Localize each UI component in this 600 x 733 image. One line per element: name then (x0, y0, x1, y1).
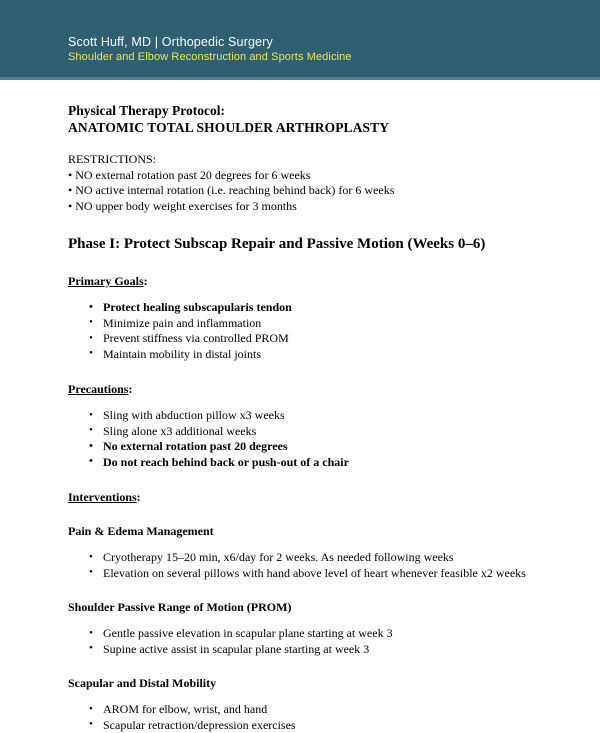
practice-focus-subtitle: Shoulder and Elbow Reconstruction and Sports Medicine (68, 50, 352, 65)
list-item (68, 439, 560, 455)
restrictions-section (68, 152, 560, 214)
precautions-heading-colon: : (128, 382, 132, 396)
primary-goals-list (68, 300, 560, 362)
list-item-text: Gentle passive elevation in scapular plane starting at week 3 (103, 626, 393, 640)
list-item-text: Prevent stiffness via controlled PROM (103, 331, 289, 345)
interventions-heading (68, 489, 560, 505)
primary-goals-heading-text: Primary Goals (68, 274, 144, 288)
restriction-item: • NO active internal rotation (i.e. reaching behind back) for 6 weeks (68, 183, 560, 199)
banner-text-group (68, 34, 352, 65)
pain-edema-management-heading: Pain & Edema Management (68, 523, 560, 539)
interventions-heading-colon: : (137, 490, 141, 504)
list-item-text: Do not reach behind back or push-out of a chair (103, 455, 349, 469)
pain-edema-management-list (68, 550, 560, 581)
list-item (68, 455, 560, 471)
restriction-item: • NO upper body weight exercises for 3 months (68, 199, 560, 215)
interventions-heading-text: Interventions (68, 490, 137, 504)
surgeon-name-and-specialty: Scott Huff, MD | Orthopedic Surgery (68, 34, 352, 50)
restrictions-label: RESTRICTIONS: (68, 152, 560, 168)
list-item (68, 702, 560, 718)
page-header-banner (0, 0, 600, 80)
precautions-heading-text: Precautions (68, 382, 128, 396)
list-item-text: Sling alone x3 additional weeks (103, 424, 256, 438)
list-item-text: Protect healing subscapularis tendon (103, 300, 292, 314)
list-item (68, 718, 560, 733)
scapular-distal-mobility-heading: Scapular and Distal Mobility (68, 675, 560, 691)
list-item-text: Elevation on several pillows with hand above level of heart whenever feasible x2 weeks (103, 566, 526, 580)
list-item (68, 642, 560, 658)
protocol-procedure-title: ANATOMIC TOTAL SHOULDER ARTHROPLASTY (68, 119, 560, 136)
list-item-text: Scapular retraction/depression exercises (103, 718, 296, 732)
primary-goals-heading (68, 273, 560, 289)
list-item-text: Maintain mobility in distal joints (103, 347, 261, 361)
phase-1-heading: Phase I: Protect Subscap Repair and Passive Motion (Weeks 0–6) (68, 234, 560, 254)
primary-goals-heading-colon: : (144, 274, 148, 288)
list-item (68, 331, 560, 347)
list-item (68, 566, 560, 582)
list-item-text: Sling with abduction pillow x3 weeks (103, 408, 285, 422)
precautions-heading (68, 381, 560, 397)
list-item-text: No external rotation past 20 degrees (103, 439, 288, 453)
restriction-item: • NO external rotation past 20 degrees for 6 weeks (68, 168, 560, 184)
shoulder-prom-heading: Shoulder Passive Range of Motion (PROM) (68, 599, 560, 615)
list-item-text: Minimize pain and inflammation (103, 316, 261, 330)
list-item (68, 347, 560, 363)
list-item (68, 424, 560, 440)
precautions-list (68, 408, 560, 470)
list-item-text: AROM for elbow, wrist, and hand (103, 702, 267, 716)
document-body (0, 80, 600, 733)
list-item-text: Supine active assist in scapular plane starting at week 3 (103, 642, 369, 656)
list-item (68, 316, 560, 332)
list-item (68, 300, 560, 316)
list-item (68, 626, 560, 642)
list-item-text: Cryotherapy 15–20 min, x6/day for 2 weeks. As needed following weeks (103, 550, 454, 564)
list-item (68, 408, 560, 424)
shoulder-prom-list (68, 626, 560, 657)
document-content-column (68, 80, 560, 733)
scapular-distal-mobility-list (68, 702, 560, 733)
list-item (68, 550, 560, 566)
protocol-label: Physical Therapy Protocol: (68, 102, 560, 119)
